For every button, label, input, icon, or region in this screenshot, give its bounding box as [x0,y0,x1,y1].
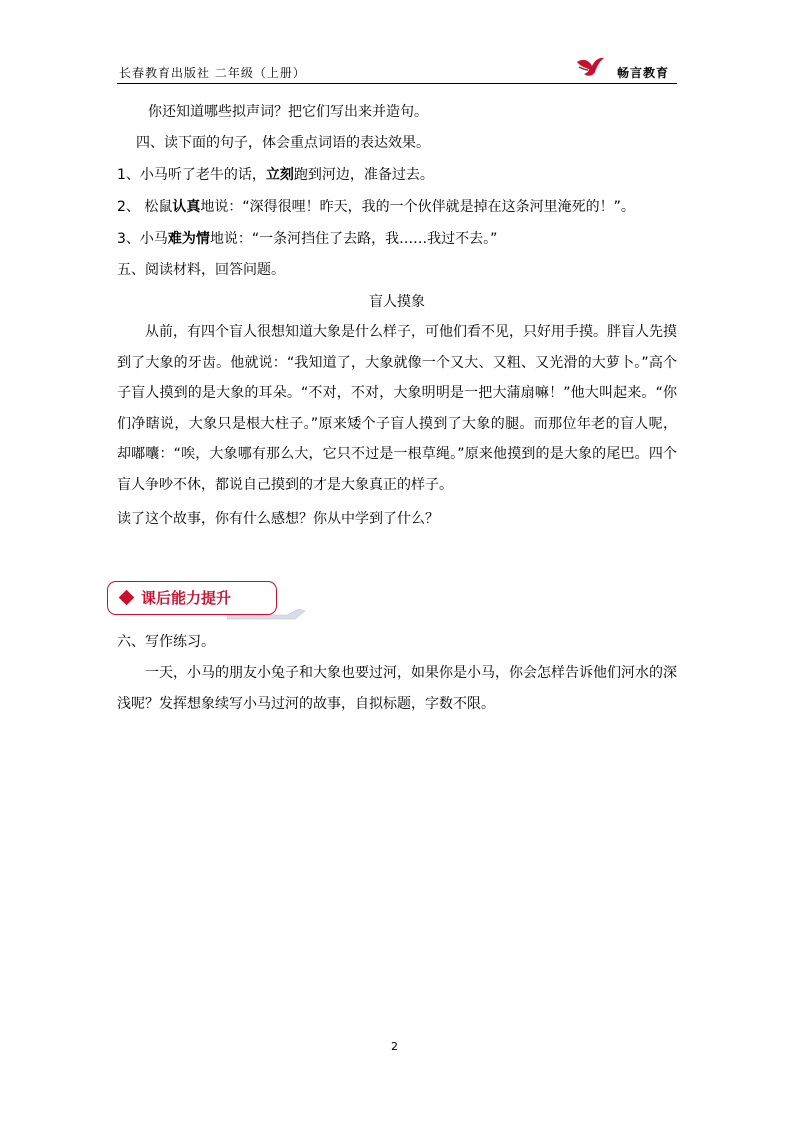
sentence-2-keyword: 认真 [172,199,201,215]
sentence-1-start: 1、小马听了老牛的话， [117,167,266,183]
sentence-2-start: 2、 松鼠 [117,199,173,215]
sentence-3-end: 地说：“一条河挡住了去路，我……我过不去。” [209,231,498,247]
sentence-1-end: 跑到河边，准备过去。 [293,167,434,183]
story-paragraph: 从前，有四个盲人很想知道大象是什么样子，可他们看不见，只好用手摸。胖盲人先摸到了大象的牙齿。他就说：“我知道了，大象就像一个又大、又粗、又光滑的大萝卜。”高个子盲人摸到的是大象的耳朵。“不对，不对，大象明明是一把大蒲扇嘛！”他大叫起来。“你们净瞎说，大象只是根大柱子。”原来矮个子盲人摸到了大象的腿。而那位年老的盲人呢，却嘟囔：“唉，大象哪有那么大，它只不过是一根草绳。”原来他摸到的是大象的尾巴。四个盲人争吵不休，都说自己摸到的才是大象真正的样子。 [117,324,677,493]
sentence-2 [117,197,635,217]
writing-prompt [117,658,677,719]
page-header [117,58,677,84]
question-5-heading: 五、阅读材料，回答问题。 [117,262,285,278]
page-number: 2 [391,1040,398,1053]
question-4-heading: 四、读下面的句子，体会重点词语的表达效果。 [136,135,430,151]
question-6-heading: 六、写作练习。 [117,634,215,650]
sentence-1-keyword: 立刻 [265,167,294,183]
writing-paragraph: 一天，小马的朋友小兔子和大象也要过河，如果你是小马，你会怎样告诉他们河水的深浅呢？发挥想象续写小马过河的故事，自拟标题，字数不限。 [117,665,677,712]
sentence-3 [117,229,497,249]
section-tag [107,581,277,615]
section-tag-label: 课后能力提升 [141,589,232,607]
sentence-3-keyword: 难为情 [167,231,210,247]
story-question: 读了这个故事，你有什么感想？你从中学到了什么？ [117,511,439,527]
brand-label: 畅言教育 [616,66,669,80]
sentence-1 [117,165,434,185]
header-divider [117,83,677,84]
story-body [117,317,677,500]
story-title: 盲人摸象 [369,294,425,310]
sentence-2-end: 地说：“深得很哩！昨天，我的一个伙伴就是掉在这条河里淹死的！”。 [200,199,635,215]
onomatopoeia-question: 你还知道哪些拟声词？把它们写出来并造句。 [148,104,428,120]
publisher-label: 长春教育出版社 二年级（上册） [119,66,306,80]
sentence-3-start: 3、小马 [117,231,168,247]
red-bird-logo-icon [575,54,605,80]
